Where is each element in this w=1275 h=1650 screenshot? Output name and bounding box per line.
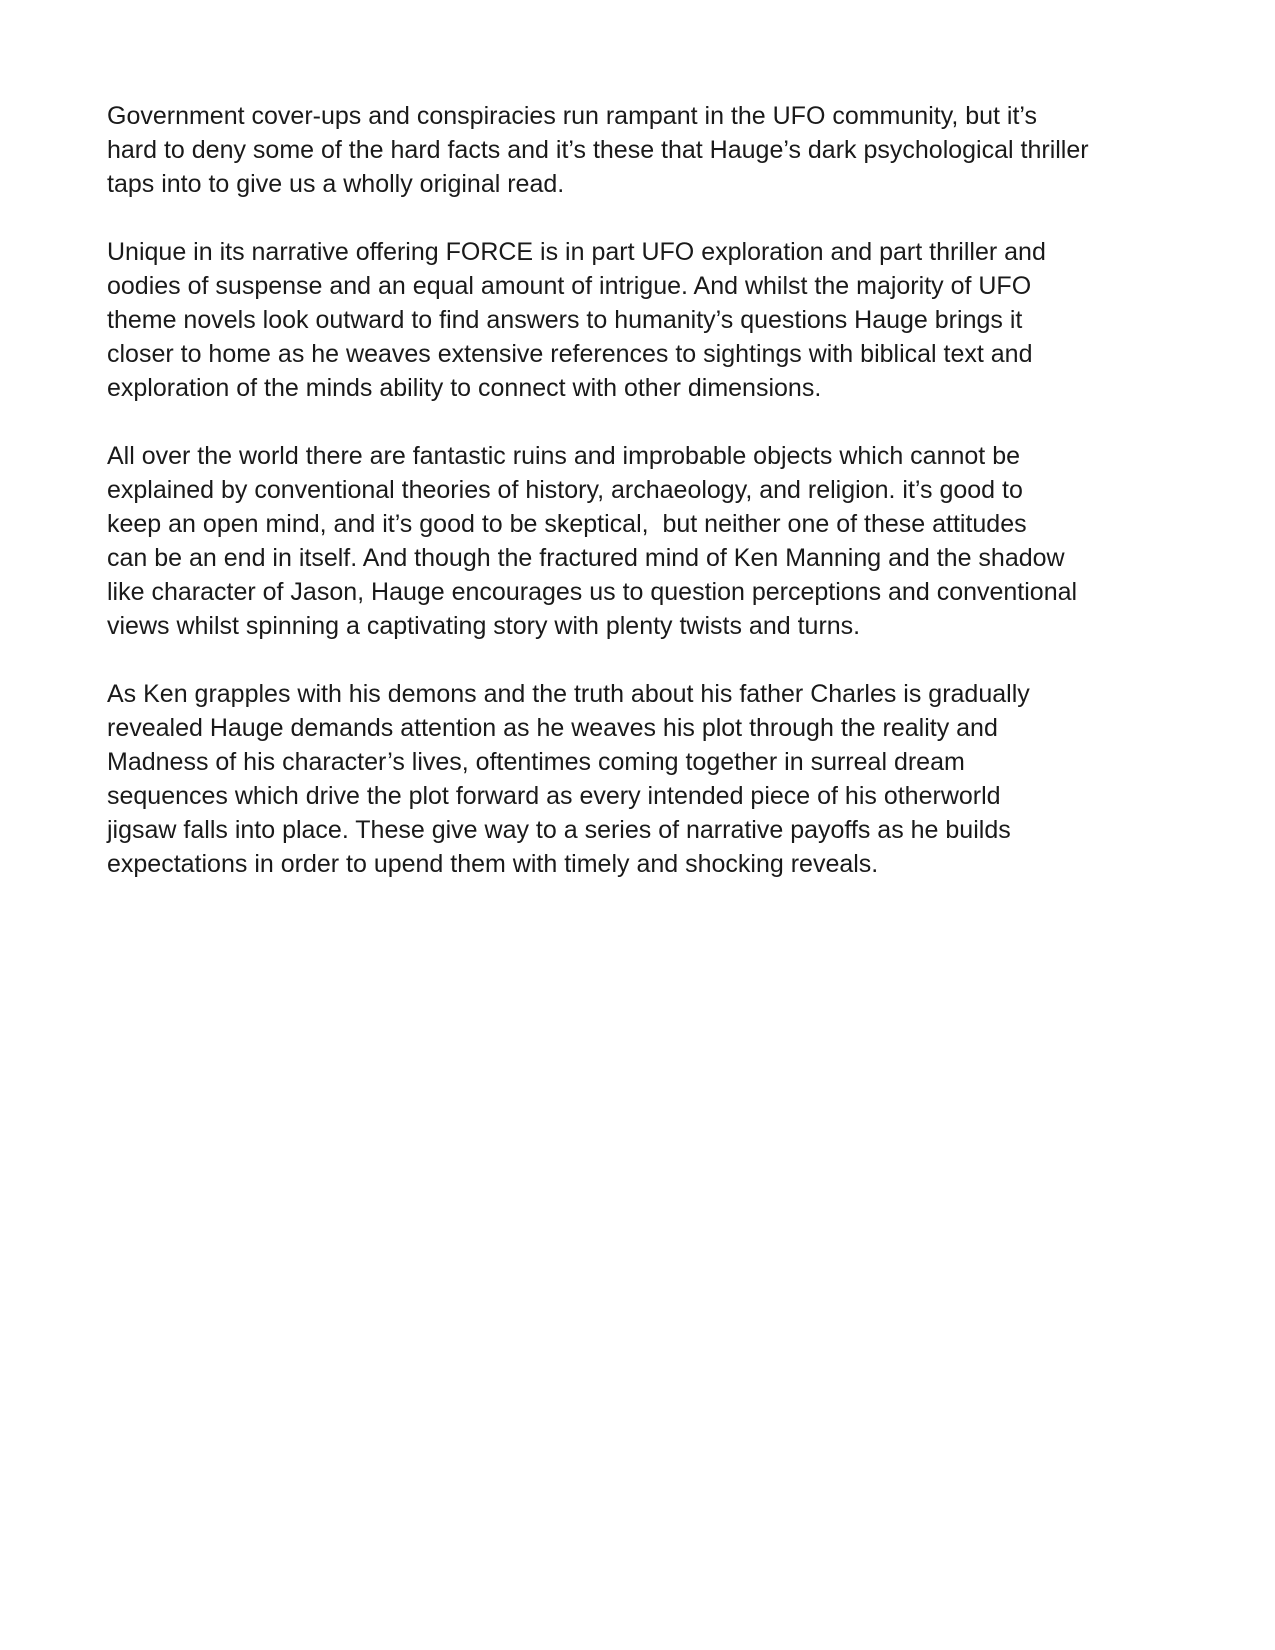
text-line: can be an end in itself. And though the fractured mind of Ken Manning and the shadow xyxy=(107,544,1065,572)
text-line: revealed Hauge demands attention as he weaves his plot through the reality and xyxy=(107,714,998,742)
text-line: oodies of suspense and an equal amount of intrigue. And whilst the majority of UFO xyxy=(107,272,1032,300)
text-line: jigsaw falls into place. These give way to a series of narrative payoffs as he builds xyxy=(107,816,1011,844)
paragraph-2 xyxy=(107,235,1187,405)
text-line: Madness of his character’s lives, oftentimes coming together in surreal dream xyxy=(107,748,965,776)
text-line: All over the world there are fantastic ruins and improbable objects which cannot be xyxy=(107,442,1021,470)
text-line: Government cover-ups and conspiracies run rampant in the UFO community, but it’s xyxy=(107,102,1038,130)
text-line: taps into to give us a wholly original read. xyxy=(107,170,565,198)
text-line: keep an open mind, and it’s good to be skeptical, but neither one of these attitudes xyxy=(107,510,1027,538)
text-line: sequences which drive the plot forward as every intended piece of his otherworld xyxy=(107,782,1001,810)
text-line: closer to home as he weaves extensive references to sightings with biblical text and xyxy=(107,340,1033,368)
document-body xyxy=(107,99,1187,915)
text-line: exploration of the minds ability to connect with other dimensions. xyxy=(107,374,822,402)
text-line: Unique in its narrative offering FORCE is in part UFO exploration and part thriller and xyxy=(107,238,1046,266)
text-line: expectations in order to upend them with timely and shocking reveals. xyxy=(107,850,879,878)
text-line: views whilst spinning a captivating story with plenty twists and turns. xyxy=(107,612,861,640)
paragraph-3 xyxy=(107,439,1187,643)
text-line: theme novels look outward to find answers to humanity’s questions Hauge brings it xyxy=(107,306,1023,334)
text-line: As Ken grapples with his demons and the truth about his father Charles is gradually xyxy=(107,680,1030,708)
text-line: explained by conventional theories of history, archaeology, and religion. it’s good to xyxy=(107,476,1023,504)
paragraph-1 xyxy=(107,99,1187,201)
text-line: like character of Jason, Hauge encourages us to question perceptions and conventional xyxy=(107,578,1078,606)
text-line: hard to deny some of the hard facts and it’s these that Hauge’s dark psychological thriller xyxy=(107,136,1089,164)
paragraph-4 xyxy=(107,677,1187,881)
